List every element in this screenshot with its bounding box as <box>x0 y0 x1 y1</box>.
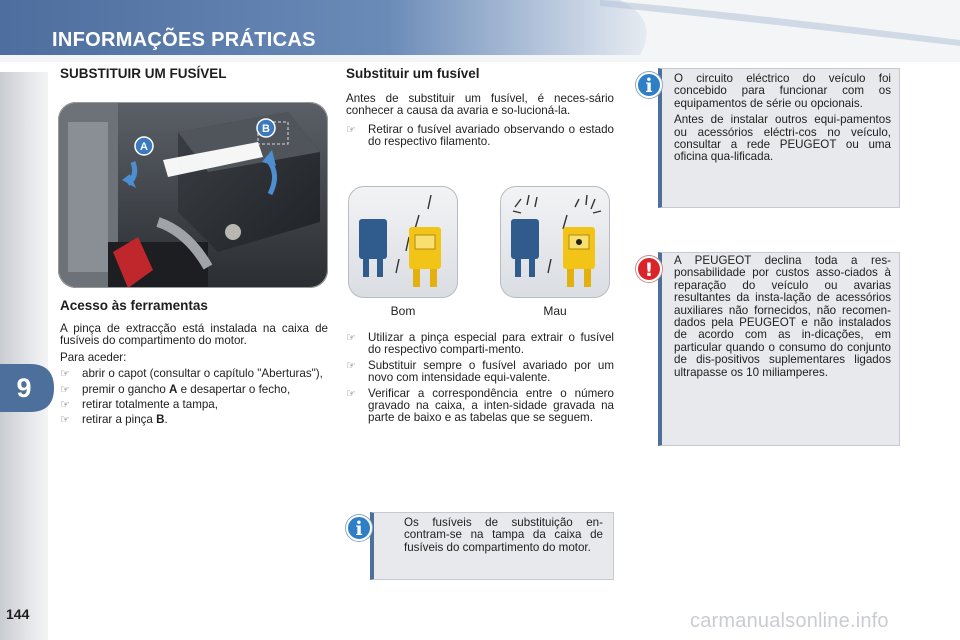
page-number: 144 <box>6 606 30 622</box>
left-margin-strip <box>0 72 48 640</box>
replace-fuse-heading: Substituir um fusível <box>346 66 480 81</box>
info-icon: i <box>346 515 372 541</box>
fuse-bad-caption: Mau <box>543 304 567 318</box>
fuse-good-caption: Bom <box>390 304 416 318</box>
list-item: ☞ retirar a pinça B. <box>60 413 168 427</box>
finger-pointer-icon: ☞ <box>60 399 70 412</box>
section-title: SUBSTITUIR UM FUSÍVEL <box>60 66 227 81</box>
finger-pointer-icon: ☞ <box>60 414 70 427</box>
electrical-note-text-2: Antes de instalar outros equi-pamentos ou acessórios eléctri-cos no veículo, consultar a rede PEUGEOT ou uma oficina qua-lificada. <box>674 113 891 164</box>
list-item: ☞ Retirar o fusível avariado observando o estado do respectivo filamento. <box>346 122 614 149</box>
replace-fuse-block <box>346 66 614 152</box>
finger-pointer-icon: ☞ <box>346 332 356 344</box>
tools-steps <box>60 368 328 427</box>
electrical-circuit-note <box>658 68 900 208</box>
finger-pointer-icon: ☞ <box>346 387 356 400</box>
photo-label-a: A <box>140 141 148 153</box>
replace-fuse-steps <box>346 332 614 425</box>
replace-fuse-intro: Antes de substituir um fusível, é neces-sário conhecer a causa da avaria e so-lucioná-la. <box>346 92 614 118</box>
list-item: ☞ premir o gancho A e desapertar o fecho, <box>60 382 291 396</box>
spare-fuses-note-text: Os fusíveis de substituição en-contram-se na tampa da caixa de fusíveis do compartimento do motor. <box>404 516 603 554</box>
fuse-bad-panel <box>500 186 610 298</box>
replace-fuse-steps-block <box>346 332 614 428</box>
tools-lead: Para aceder: <box>60 350 127 364</box>
tools-intro: A pinça de extracção está instalada na caixa de fusíveis do compartimento do motor. <box>60 322 328 348</box>
page-title: INFORMAÇÕES PRÁTICAS <box>52 29 316 51</box>
photo-label-b: B <box>262 123 270 135</box>
liability-warning-text: A PEUGEOT declina toda a res-ponsabilidade por custos asso-ciados à reparação do veículo ou avarias resultantes da insta-lação de acessórios auxiliares não fornecidos, não recomen-dados pela PEUGEOT e não instalados de acordo com as in-dicações, em particular quando o consumo do conjunto de dis-positivos suplementares ligados ultrapasse os 10 miliamperes. <box>674 254 891 379</box>
tools-access-block <box>60 298 328 430</box>
list-item: ☞ Verificar a correspondência entre o número gravado na caixa, a inten-sidade gravada na parte de baixo e as tabelas que se seguem. <box>346 386 614 425</box>
fuse-bad-illustration <box>501 187 610 298</box>
chapter-number: 9 <box>16 373 32 403</box>
spare-fuses-note <box>370 512 614 580</box>
electrical-note-text-1: O circuito eléctrico do veículo foi concebido para funcionar com os equipamentos de série ou opcionais. <box>674 72 891 110</box>
finger-pointer-icon: ☞ <box>60 383 70 396</box>
warning-icon: ! <box>636 256 662 282</box>
finger-pointer-icon: ☞ <box>346 359 356 372</box>
fuse-good-panel <box>348 186 458 298</box>
list-item: ☞ abrir o capot (consultar o capítulo "Aberturas"), <box>60 367 323 381</box>
engine-fusebox-photo <box>58 102 328 288</box>
list-item: ☞ retirar totalmente a tampa, <box>60 398 218 412</box>
finger-pointer-icon: ☞ <box>346 123 356 136</box>
tools-access-heading: Acesso às ferramentas <box>60 298 208 313</box>
finger-pointer-icon: ☞ <box>60 368 70 381</box>
liability-warning-note <box>658 252 900 446</box>
info-icon: i <box>636 72 662 98</box>
list-item: ☞ Utilizar a pinça especial para extrair o fusível do respectivo comparti-mento. <box>346 331 614 357</box>
watermark: carmanualsonline.info <box>690 610 889 632</box>
fuse-good-illustration <box>349 187 458 298</box>
replace-fuse-first-step <box>346 124 614 149</box>
list-item: ☞ Substituir sempre o fusível avariado por um novo com intensidade equi-valente. <box>346 358 614 385</box>
